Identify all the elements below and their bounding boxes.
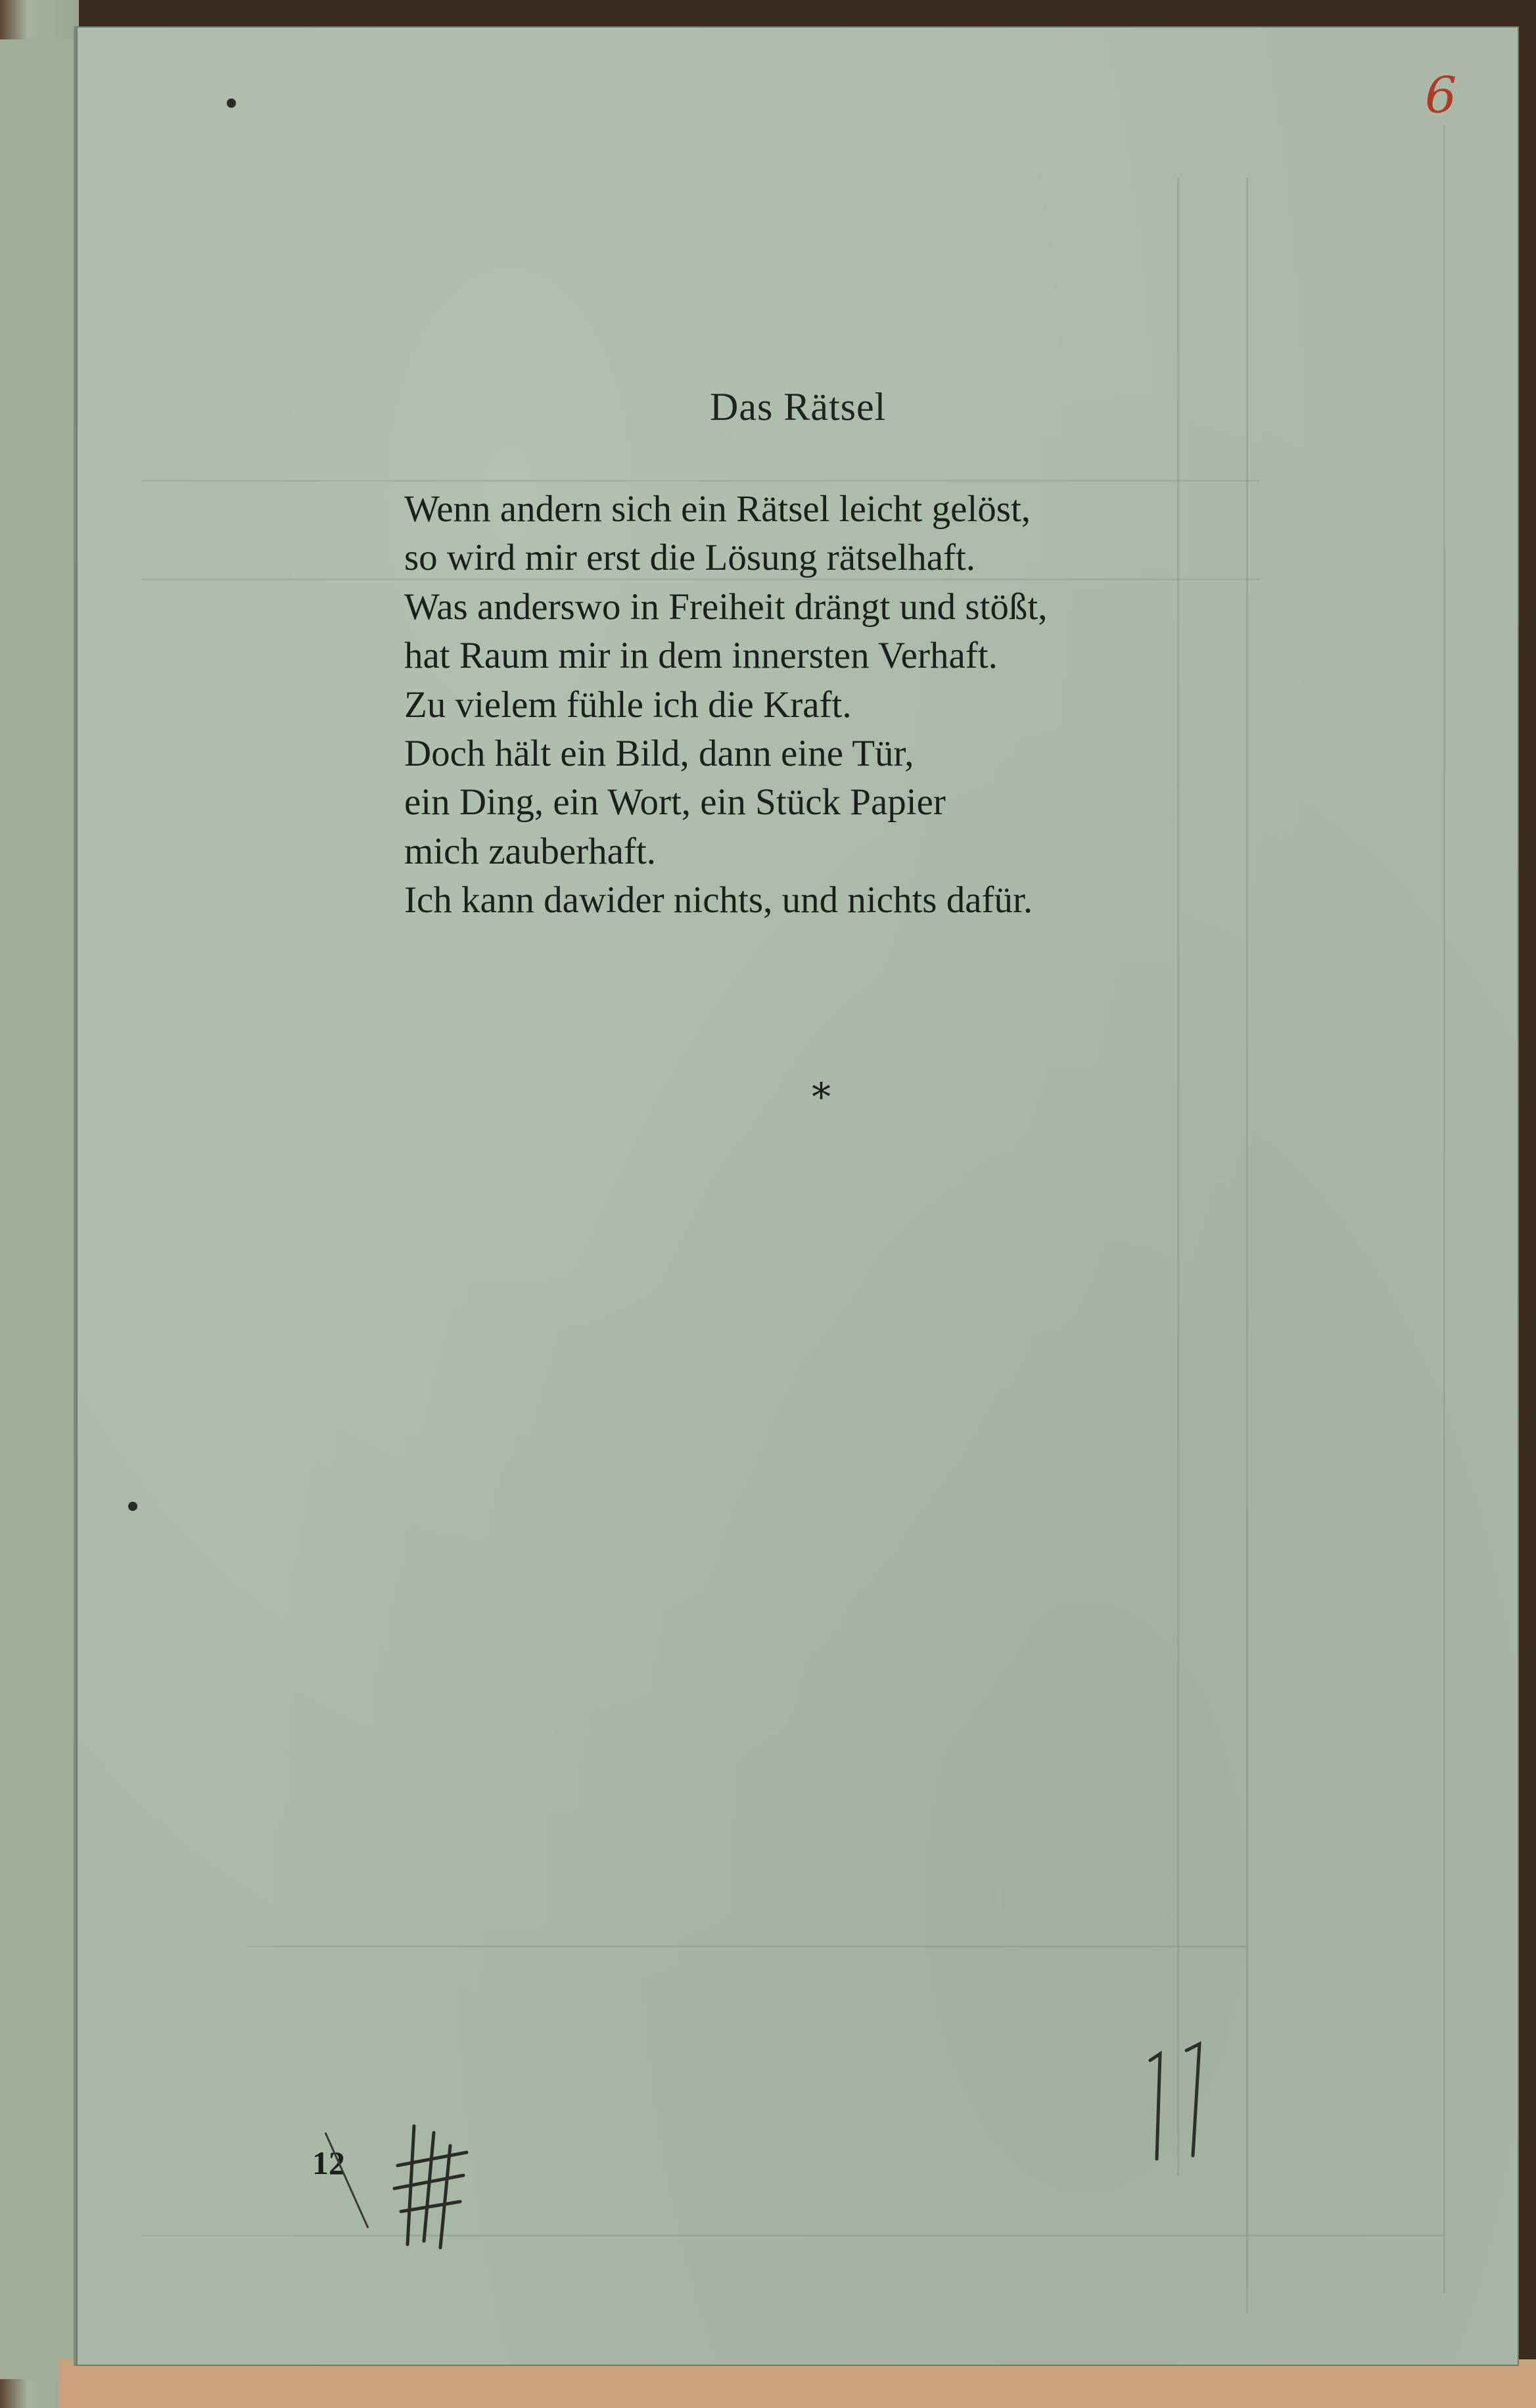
show-through-rule [1177,177,1179,2175]
handwritten-tally-icon [1137,2041,1222,2165]
poem-title: Das Rätsel [710,385,887,428]
bottom-edge [59,2359,1536,2408]
previous-page-edge [0,39,78,2379]
page-sheet [74,26,1519,2366]
poem-line: Was anderswo in Freiheit drängt und stößt, [404,586,1048,628]
poem-line: so wird mir erst die Lösung rätselhaft. [404,537,976,579]
section-separator: * [812,1075,831,1119]
show-through-rule [247,1945,1246,1947]
handwritten-hatch-mark-icon [388,2119,480,2251]
poem-line: mich zauberhaft. [404,830,656,872]
poem-line: Zu vielem fühle ich die Kraft. [404,683,852,726]
show-through-rule [142,2234,1443,2236]
pencil-stroke-icon [322,2129,375,2234]
poem-line: Wenn andern sich ein Rätsel leicht gelöst, [404,488,1031,530]
poem-line: Doch hält ein Bild, dann eine Tür, [404,733,914,775]
poem-line: ein Ding, ein Wort, ein Stück Papier [404,781,946,823]
show-through-rule [1443,125,1445,2294]
poem-line: Ich kann dawider nichts, und nichts dafür. [404,879,1033,921]
poem-line: hat Raum mir in dem innersten Verhaft. [404,635,998,677]
ink-speck [128,1502,137,1511]
page-number: 12 [312,2144,345,2181]
poem-body [404,485,1259,925]
corner-annotation: 6 [1425,66,1457,124]
ink-speck [227,99,236,108]
show-through-rule [142,480,1259,482]
